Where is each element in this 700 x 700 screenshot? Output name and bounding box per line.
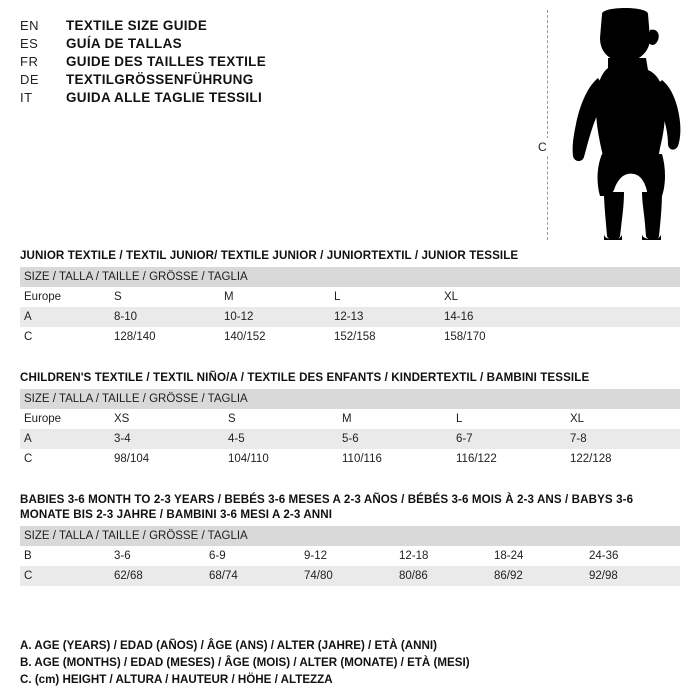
row-label: A xyxy=(20,429,110,449)
cell: 86/92 xyxy=(490,566,585,586)
table-row xyxy=(20,566,680,586)
section-babies xyxy=(20,492,680,586)
language-code: ES xyxy=(20,36,39,51)
row-label: C xyxy=(20,449,110,469)
table-header-label: SIZE / TALLA / TAILLE / GRÖSSE / TAGLIA xyxy=(20,389,680,409)
cell: 12-13 xyxy=(330,307,440,327)
page-title: GUIDE DES TAILLES TEXTILE xyxy=(66,54,267,69)
section-children xyxy=(20,370,680,469)
cell: 68/74 xyxy=(205,566,300,586)
measure-dashed-line xyxy=(547,10,548,240)
cell: 74/80 xyxy=(300,566,395,586)
cell: 128/140 xyxy=(110,327,220,347)
table-header-label: SIZE / TALLA / TAILLE / GRÖSSE / TAGLIA xyxy=(20,526,680,546)
cell: 10-12 xyxy=(220,307,330,327)
language-code: EN xyxy=(20,18,40,33)
page-title: TEXTILE SIZE GUIDE xyxy=(66,18,208,33)
section-title: CHILDREN'S TEXTILE / TEXTIL NIÑO/A / TEXTILE DES ENFANTS / KINDERTEXTIL / BAMBINI TESSILE xyxy=(20,371,590,384)
cell: 7-8 xyxy=(566,429,680,449)
section-title: JUNIOR TEXTILE / TEXTIL JUNIOR/ TEXTILE JUNIOR / JUNIORTEXTIL / JUNIOR TESSILE xyxy=(20,249,519,262)
table-row xyxy=(20,409,680,429)
table-row xyxy=(20,449,680,469)
measure-label-c: C xyxy=(538,140,547,154)
language-title-block xyxy=(20,18,540,108)
page-title: TEXTILGRÖSSENFÜHRUNG xyxy=(66,72,254,87)
cell: 6-9 xyxy=(205,546,300,566)
cell: 122/128 xyxy=(566,449,680,469)
cell: 92/98 xyxy=(585,566,680,586)
language-code: FR xyxy=(20,54,39,69)
cell: 116/122 xyxy=(452,449,566,469)
row-label: A xyxy=(20,307,110,327)
language-row xyxy=(20,54,540,69)
table-header-row xyxy=(20,389,680,409)
cell: XL xyxy=(440,287,550,307)
size-table-babies xyxy=(20,526,680,586)
section-junior xyxy=(20,248,680,347)
language-code: IT xyxy=(20,90,33,105)
cell: 110/116 xyxy=(338,449,452,469)
cell: 62/68 xyxy=(110,566,205,586)
table-row xyxy=(20,546,680,566)
cell xyxy=(550,327,680,347)
cell: M xyxy=(338,409,452,429)
row-label: C xyxy=(20,566,110,586)
legend-line-c: C. (cm) HEIGHT / ALTURA / HAUTEUR / HÖHE / ALTEZZA xyxy=(20,673,333,686)
cell xyxy=(550,287,680,307)
cell: 18-24 xyxy=(490,546,585,566)
cell: L xyxy=(330,287,440,307)
cell: 3-4 xyxy=(110,429,224,449)
table-row xyxy=(20,429,680,449)
cell: XL xyxy=(566,409,680,429)
row-label: B xyxy=(20,546,110,566)
table-header-label: SIZE / TALLA / TAILLE / GRÖSSE / TAGLIA xyxy=(20,267,680,287)
cell: 3-6 xyxy=(110,546,205,566)
cell: 12-18 xyxy=(395,546,490,566)
row-label: C xyxy=(20,327,110,347)
cell: S xyxy=(224,409,338,429)
cell xyxy=(550,307,680,327)
table-row xyxy=(20,287,680,307)
language-row xyxy=(20,18,540,33)
cell: L xyxy=(452,409,566,429)
cell: 158/170 xyxy=(440,327,550,347)
cell: 14-16 xyxy=(440,307,550,327)
size-table-children xyxy=(20,389,680,469)
cell: 5-6 xyxy=(338,429,452,449)
cell: 98/104 xyxy=(110,449,224,469)
page-title: GUÍA DE TALLAS xyxy=(66,36,182,51)
language-row xyxy=(20,72,540,87)
cell: 104/110 xyxy=(224,449,338,469)
cell: 80/86 xyxy=(395,566,490,586)
cell: XS xyxy=(110,409,224,429)
height-measure-figure xyxy=(520,8,690,248)
language-row xyxy=(20,36,540,51)
language-code: DE xyxy=(20,72,40,87)
page-title: GUIDA ALLE TAGLIE TESSILI xyxy=(66,90,262,105)
cell: 140/152 xyxy=(220,327,330,347)
row-label: Europe xyxy=(20,287,110,307)
legend-line-b: B. AGE (MONTHS) / EDAD (MESES) / ÂGE (MOIS) / ALTER (MONATE) / ETÀ (MESI) xyxy=(20,656,470,669)
cell: 6-7 xyxy=(452,429,566,449)
cell: 24-36 xyxy=(585,546,680,566)
table-header-row xyxy=(20,267,680,287)
language-row xyxy=(20,90,540,105)
size-table-junior xyxy=(20,267,680,347)
table-header-row xyxy=(20,526,680,546)
cell: M xyxy=(220,287,330,307)
toddler-silhouette-icon xyxy=(562,8,682,243)
cell: 4-5 xyxy=(224,429,338,449)
cell: S xyxy=(110,287,220,307)
legend-line-a: A. AGE (YEARS) / EDAD (AÑOS) / ÂGE (ANS) / ALTER (JAHRE) / ETÀ (ANNI) xyxy=(20,639,437,652)
cell: 152/158 xyxy=(330,327,440,347)
table-row xyxy=(20,327,680,347)
row-label: Europe xyxy=(20,409,110,429)
legend-block xyxy=(20,637,680,688)
table-row xyxy=(20,307,680,327)
section-title: BABIES 3-6 MONTH TO 2-3 YEARS / BEBÉS 3-6 MESES A 2-3 AÑOS / BÉBÉS 3-6 MOIS À 2-3 ANS / BABYS 3-6 MONATE BIS 2-3 JAHRE / BAMBINI 3-6 MESI A 2-3 ANNI xyxy=(20,493,634,521)
cell: 8-10 xyxy=(110,307,220,327)
cell: 9-12 xyxy=(300,546,395,566)
